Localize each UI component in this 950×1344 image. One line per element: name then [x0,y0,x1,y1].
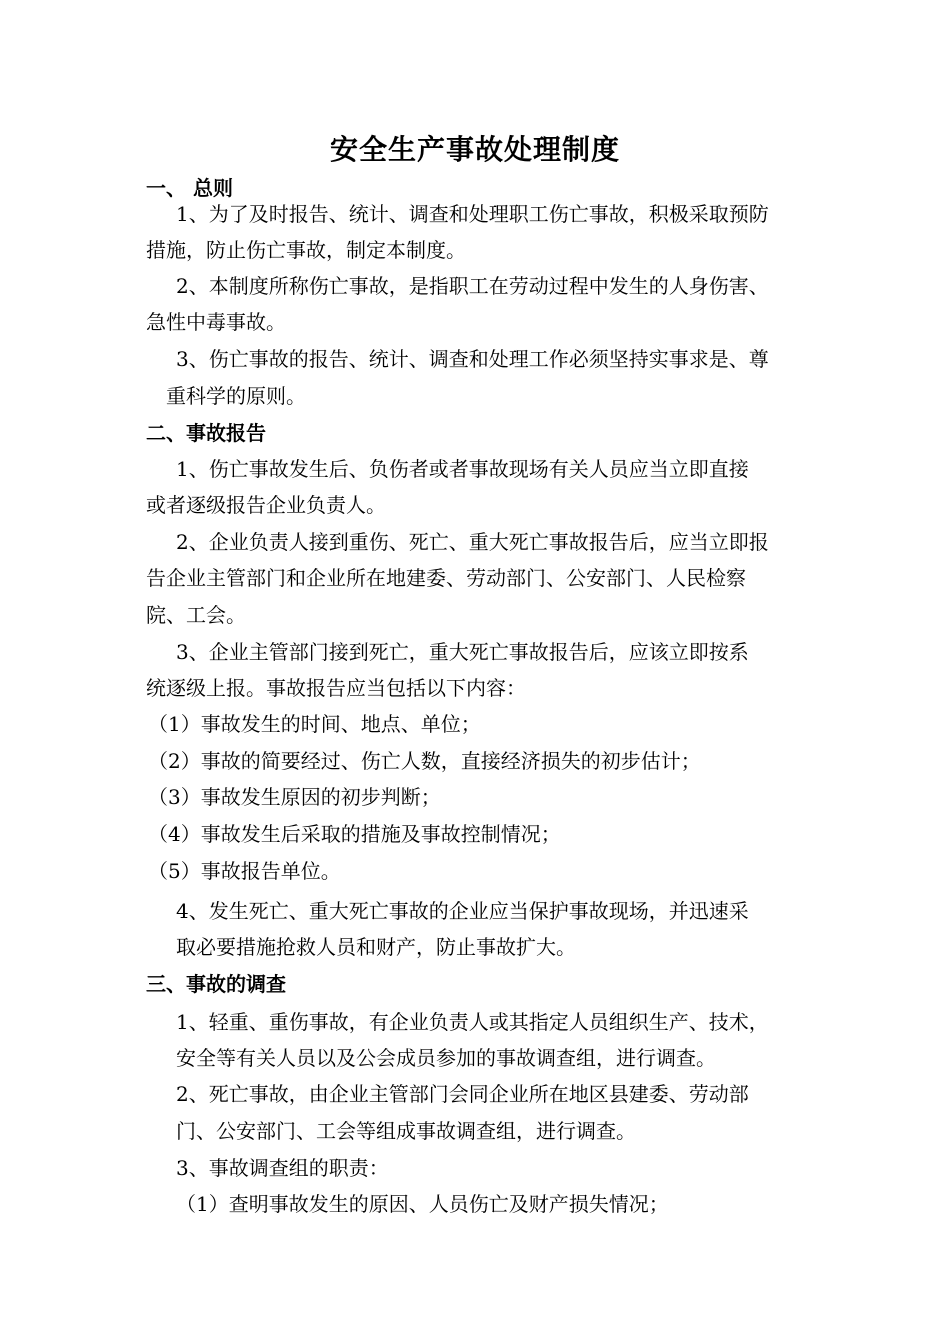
section-heading-report: 二、事故报告 [146,421,266,445]
list-item: （1）事故发生的时间、地点、单位； [148,712,481,736]
paragraph-line: 急性中毒事故。 [146,310,286,334]
paragraph-line: 措施，防止伤亡事故，制定本制度。 [146,238,466,262]
paragraph-line: 安全等有关人员以及公会成员参加的事故调查组，进行调查。 [176,1046,716,1070]
paragraph-line: 3、事故调查组的职责： [176,1156,389,1180]
document-title: 安全生产事故处理制度 [329,133,620,166]
paragraph-line: 统逐级上报。事故报告应当包括以下内容： [146,676,526,700]
section-heading-investigation: 三、事故的调查 [146,972,286,996]
paragraph-line: 2、企业负责人接到重伤、死亡、重大死亡事故报告后，应当立即报 [176,530,769,554]
paragraph-line: 门、公安部门、工会等组成事故调查组，进行调查。 [176,1119,636,1143]
paragraph-line: 4、发生死亡、重大死亡事故的企业应当保护事故现场，并迅速采 [176,899,749,923]
list-item: （3）事故发生原因的初步判断； [148,785,441,809]
paragraph-line: 3、企业主管部门接到死亡，重大死亡事故报告后，应该立即按系 [176,640,749,664]
paragraph-line: 重科学的原则。 [166,384,306,408]
paragraph-line: 取必要措施抢救人员和财产，防止事故扩大。 [176,935,576,959]
paragraph-line: 院、工会。 [146,603,246,627]
list-item: （2）事故的简要经过、伤亡人数，直接经济损失的初步估计； [148,749,701,773]
paragraph-line: 2、本制度所称伤亡事故，是指职工在劳动过程中发生的人身伤害、 [176,274,769,298]
paragraph-line: 2、死亡事故，由企业主管部门会同企业所在地区县建委、劳动部 [176,1082,749,1106]
paragraph-line: 3、伤亡事故的报告、统计、调查和处理工作必须坚持实事求是、尊 [176,347,769,371]
list-item: （1）查明事故发生的原因、人员伤亡及财产损失情况； [176,1192,669,1216]
section-heading-general: 一、 总则 [146,176,233,200]
paragraph-line: 1、轻重、重伤事故，有企业负责人或其指定人员组织生产、技术， [176,1010,769,1034]
list-item: （4）事故发生后采取的措施及事故控制情况； [148,822,561,846]
paragraph-line: 告企业主管部门和企业所在地建委、劳动部门、公安部门、人民检察 [146,566,746,590]
list-item: （5）事故报告单位。 [148,859,341,883]
paragraph-line: 1、伤亡事故发生后、负伤者或者事故现场有关人员应当立即直接 [176,457,749,481]
paragraph-line: 或者逐级报告企业负责人。 [146,493,386,517]
paragraph-line: 1、为了及时报告、统计、调查和处理职工伤亡事故，积极采取预防 [176,202,769,226]
